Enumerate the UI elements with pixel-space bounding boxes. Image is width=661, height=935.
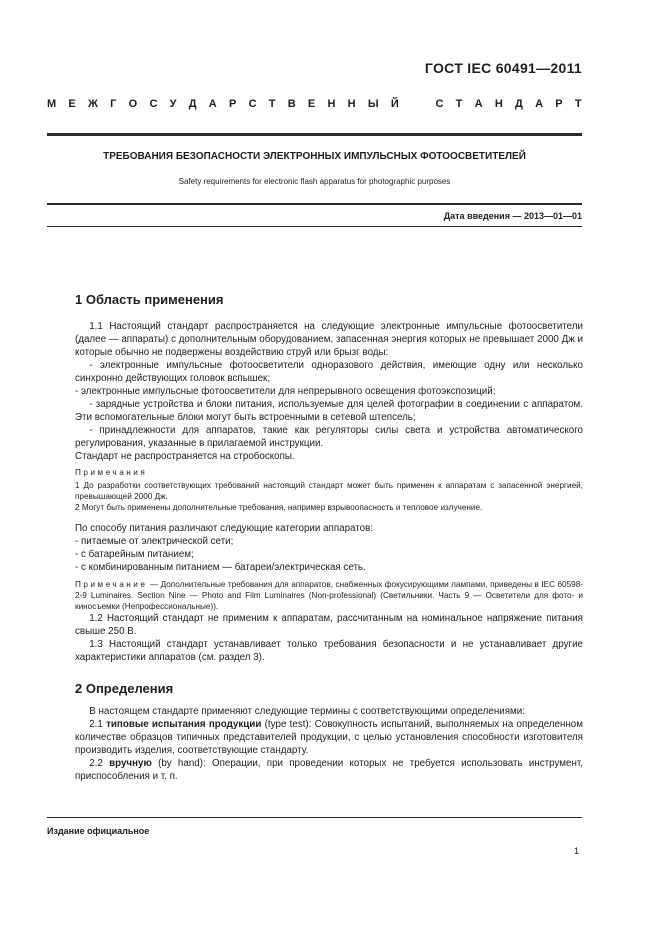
banner-letter: Д: [188, 98, 197, 110]
power-intro: По способу питания различают следующие категории аппаратов:: [75, 523, 374, 534]
header-rule-bottom: [47, 203, 582, 205]
banner-letter: С: [248, 98, 257, 110]
definition-2-1: 2.1 типовые испытания продукции (type test): Совокупность испытаний, выполняемых на определенном количестве образцов типичных представителей продукции, с целью установления способности изготовителя производить изделия, соответствующие стандарту.: [75, 719, 583, 756]
banner-letter: А: [208, 98, 217, 110]
banner-letter: Н: [494, 98, 503, 110]
banner-letter: А: [535, 98, 544, 110]
banner-letter: Н: [347, 98, 356, 110]
banner-letter: Т: [268, 98, 276, 110]
bullet-4: - принадлежности для аппаратов, такие как регуляторы силы света и устройства автоматического регулирования, указанные в прилагаемой инструкции.: [75, 425, 583, 449]
date-rule: [47, 226, 582, 227]
paragraph-1-1: 1.1 Настоящий стандарт распространяется на следующие электронные импульсные фотоосветители (далее — аппараты) с дополнительным оборудованием, запасенная энергия которых не превышает 2000 Дж и которые обычно не подвержены воздействию струй или брызг воды:: [75, 321, 583, 358]
banner-letter: А: [474, 98, 483, 110]
bullet-2: - электронные импульсные фотоосветители для непрерывного освещения фотоэкспозиций;: [75, 386, 496, 397]
banner-letter: Е: [307, 98, 316, 110]
paragraph-strobe: Стандарт не распространяется на стробоскопы.: [75, 451, 295, 462]
official-edition-label: Издание официальное: [47, 826, 150, 836]
note-3-text: — Дополнительные требования для аппаратов, снабженных фокусирующими лампами, приведены в IEC 60598-2-9 Luminaires. Section Nine — Photo and Film Luminaires (Non-professional) (Светильники. Часть 9 — Осветители для фото- и киносъемки (Непрофессиональные)).: [75, 580, 583, 611]
term-type-test: типовые испытания продукции: [106, 719, 262, 730]
banner-letter: Н: [327, 98, 336, 110]
banner-letter: Т: [455, 98, 463, 110]
banner-letter: Ж: [87, 98, 98, 110]
standard-code: ГОСТ IEC 60491—2011: [424, 60, 582, 76]
interstate-standard-banner: [47, 98, 582, 110]
bullet-1: - электронные импульсные фотоосветители одноразового действия, имеющие одну или несколько синхронно действующих головок вспышек;: [75, 360, 583, 384]
paragraph-1-2: 1.2 Настоящий стандарт не применим к аппаратам, рассчитанным на номинальное напряжение питания свыше 250 В.: [75, 613, 583, 637]
notes-label: Примечания: [75, 468, 148, 477]
introduction-date: Дата введения — 2013—01—01: [443, 211, 582, 221]
banner-letter: Ы: [367, 98, 379, 110]
banner-letter: В: [287, 98, 296, 110]
paragraph-1-3: 1.3 Настоящий стандарт устанавливает только требования безопасности и не устанавливает другие характеристики аппаратов (см. раздел 3).: [75, 639, 583, 663]
power-category-3: - с комбинированным питанием — батареи/электрическая сеть.: [75, 562, 366, 573]
banner-letter: Г: [110, 98, 117, 110]
note-3-label: Примечание: [75, 580, 148, 589]
note-3: [75, 579, 583, 612]
banner-letter: О: [128, 98, 138, 110]
definition-2-2: 2.2 вручную (by hand): Операции, при проведении которых не требуется использовать инструмент, приспособления и т. п.: [75, 758, 583, 782]
banner-letter: Й: [390, 98, 399, 110]
term-by-hand: вручную: [109, 758, 152, 769]
document-title-ru: ТРЕБОВАНИЯ БЕЗОПАСНОСТИ ЭЛЕКТРОННЫХ ИМПУЛЬСНЫХ ФОТООСВЕТИТЕЛЕЙ: [103, 151, 526, 162]
section-2-heading: 2 Определения: [75, 681, 174, 696]
header-rule-top: [47, 133, 582, 136]
document-title-en: Safety requirements for electronic flash apparatus for photographic purposes: [178, 177, 451, 186]
definitions-intro: В настоящем стандарте применяют следующие термины с соответствующими определениями:: [89, 706, 525, 717]
footer-rule: [47, 817, 582, 818]
banner-letter: Е: [68, 98, 76, 110]
bullet-3: - зарядные устройства и блоки питания, используемые для целей фотографии в соединении с аппаратом. Эти вспомогательные блоки могут быть встроенными в сетевой штепсель;: [75, 399, 583, 423]
document-body: [75, 292, 583, 783]
banner-letter: М: [47, 98, 57, 110]
section-1-heading: 1 Область применения: [75, 292, 224, 307]
power-category-2: - с батарейным питанием;: [75, 549, 194, 560]
note-1: 1 До разработки соответствующих требований настоящий стандарт может быть применен к аппаратам с запасенной энергией, превышающей 2000 Дж.: [75, 481, 583, 501]
banner-letter: Д: [515, 98, 523, 110]
banner-letter: У: [169, 98, 177, 110]
banner-letter: С: [149, 98, 158, 110]
note-2: 2 Могут быть применены дополнительные требования, например взрывоопасность и тепловое излучение.: [75, 503, 483, 512]
banner-letter: С: [435, 98, 444, 110]
page-number: 1: [573, 846, 579, 856]
power-category-1: - питаемые от электрической сети;: [75, 536, 234, 547]
banner-letter: Т: [574, 98, 582, 110]
banner-letter: Р: [228, 98, 237, 110]
banner-letter: Р: [555, 98, 563, 110]
